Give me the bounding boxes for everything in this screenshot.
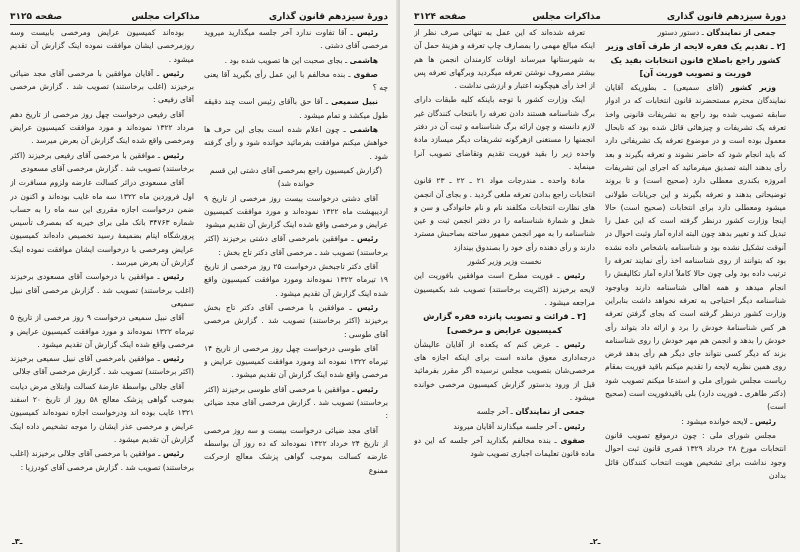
paragraph bbox=[204, 26, 388, 53]
paragraph bbox=[10, 447, 194, 474]
paragraph-text: آقای مجد ضیائی درخواست بیست و سه روز مرخصی از تاریخ ۲۴ خرداد ۱۳۲۲ نموده‌اند که ده روز آن بواسطه عارضه کسالت بموجب گواهی پزشک معالج ازحرکت ممنوع bbox=[204, 425, 388, 475]
paragraph-text: بوده‌اند کمیسیون عرایض ومرخصی بابیست وسه روزمرخصی ایشان موافقت نموده اینک گزارش آن تقدیم میشود . bbox=[10, 28, 194, 64]
paragraph-text: اینک وزارت کشور با توجه باینکه کلیه طبقات دارای برگ شناسنامه هستند دادن تعرفه را بانتخاب کنندگان غیر لازم دانسته و چون ارائه برگ شناسنامه و ثبت آن در دفتر انجمنها را مستغنی ازهرگونه تشریفات دیگر میسازد مادهٔ واحده زیر را بقید فوریت تقدیم وتقاضای تصویب آنرا مینماید . bbox=[414, 95, 595, 171]
section-heading bbox=[414, 310, 595, 337]
paragraph-text: ـ آقا تفاوت ندارد آخر جلسه میگذارید میروید مرخصی آقای دشتی . bbox=[204, 28, 388, 51]
paragraph-text: (آقای سمیعی) ـ بطوریکه آقایان نمایندگان محترم مستحضرند قانون انتخابات که در ادوار سابقه تصویب شده بود راجع به تشریفات قانونی واخذ تعرفه یک تشریفات و چیزهائی قائل شده بود که تابحال معمول بوده است و در موضوع تعرفه یک تشریفاتی دارد که باید انجام شود که حاضر نشوند و تعرفه بگیرند و بعد رأی بدهند البته تصدیق میفرمائید که اجرای این تشریفات امروزه بکندری معطلی دارد (صحیح است) و تا بروند توضیحاتی بدهند و تعرفه بگیرند و این جریانات طولانی میشود ومعطلی دارد برای انتخابات (صحیح است) حالا اینجا وزارت کشور درنظر گرفته است که این عمل را تبدیل کند و تغییر بدهد چون البته اداره آمار وثبت احوال در آنوقت تشکیل نشده بود و شناسنامه باشخاص داده نشده بود که بتوانند از روی شناسنامه اخذ رأی نمایند تعرفه را ترتیب داده بود ولی چون حالا کاملاً اداره آمار تکالیفش را انجام میدهد و همه اهالی شناسنامه دارند وباوجود شناسنامه دیگر احتیاجی به تعرفه نخواهد داشت بنابراین وزارت کشور درنظر گرفته است که بجای گرفتن تعرفه هر کس شناسنامهٔ خودش را برد و ارائه داد بتواند رأی خودش را بدهد و انجمن هم مهر خودش را روی شناسنامه بزند که دیگر کسی نتواند جای دیگر هم رأی بدهد فرض روی همین نظریه لایحه را تقدیم میکنم باقید فوریت بمقام ریاست مجلس شورای ملی و استدعا میکنم تصویب شود (دکتر طاهری ـ فوریت دارد) بلی باقیدفوریت است (صحیح است) bbox=[605, 83, 786, 412]
speaker-name: رئیس bbox=[162, 272, 184, 282]
speaker-name: هاشمی bbox=[349, 55, 378, 65]
signature-line bbox=[414, 255, 595, 268]
paragraph-text: ـ موافقین با مرخصی آقای جلالی برخیزند (اغلب برخاستند) تصویب شد . گزارش مرخصی آقای کودرزیا : bbox=[10, 449, 194, 472]
speaker-name: رئیس bbox=[563, 421, 585, 431]
speaker-name: رئیس bbox=[356, 28, 379, 37]
speaker-name: رئیس bbox=[356, 384, 378, 394]
paragraph bbox=[10, 108, 194, 148]
paragraph bbox=[10, 67, 194, 107]
paragraph bbox=[605, 81, 786, 413]
paragraph bbox=[10, 380, 194, 446]
paragraph-text: ـ چون اعلام شده است بجای این حرف ها خواهش میکنم موافقت بفرمائید خوانده شود و رأی گرفته شود . bbox=[204, 125, 388, 161]
paragraph bbox=[414, 26, 595, 92]
paragraph bbox=[414, 434, 595, 461]
speaker-name: رئیس bbox=[162, 68, 184, 78]
paragraph-text: ـ موافقین با مرخصی آقای رفیعی برخیزند (اکثر برخاستند) تصویب شد . گزارش مرخصی آقای مسعودی bbox=[10, 150, 194, 173]
session-label: دورهٔ سیزدهم قانون گذاری bbox=[268, 12, 388, 22]
section-heading bbox=[605, 40, 786, 80]
paragraph-text: آقای جلالی بواسطهٔ عارضهٔ کسالت وابتلای مرض دیابت بموجب گواهی پزشک معالج ۵۸ روز از تاریخ ۲۰ اسفند ۱۳۲۱ غایب بوده اند ودرخواست اجازه نموده‌اند کمیسیون عرایض و مرخصی عذر ایشان را موجه تشخیص داده اینک گزارش آن تقدیم میشود . bbox=[10, 381, 194, 444]
paragraph-text: [۳ ـ قرائت و تصویب پانزده فقره گزارش کمیسیون عرایض و مرخصی] bbox=[423, 311, 586, 335]
paragraph-text: ـ موافقین با مرخصی آقای طوسی برخیزند (اکثر برخاستند) تصویب شد . گزارش مرخصی آقای مجد ضیائی : bbox=[204, 384, 388, 421]
paragraph-text: مجلس شورای ملی : چون درموقع تصویب قانون انتخابات مورخ ۲۸ خرداد ۱۳۲۹ قمری قانون ثبت احوال وجود نداشت برای تشخیص هویت انتخاب کنندگان قائل بدادن bbox=[605, 430, 786, 480]
paragraph bbox=[204, 54, 388, 67]
paragraph bbox=[204, 192, 388, 232]
paragraph-text: ـ آقا حق باآقای رئیس است چند دقیقه طول میکشد و تمام میشود . bbox=[204, 97, 388, 120]
paragraph-text: ـ بنده مخالفم بگذارید آخر جلسه که این دو ماده قانون تعلیمات اجباری تصویب شود bbox=[414, 435, 595, 459]
speaker-name: رئیس bbox=[356, 302, 379, 312]
paragraph-text: تعرفه شده‌اند که این عمل به تنهائی صرف نظر از اینکه مبالغ مهمی را بمصارف چاپ تعرفه و هزینهٔ حمل آن به شهرستانها میرساند اوقات کارمندان انجمن ها هم بیشتر مصروف نوشتن تعرفه میگردید وبرگهای تعرفه پس از اخذ رأی هیچگونه اعتبار و ارزشی نداشت . bbox=[414, 28, 595, 91]
right-page bbox=[400, 0, 800, 552]
paragraph bbox=[204, 95, 388, 122]
speaker-name: صفوی bbox=[560, 435, 585, 445]
paragraph bbox=[204, 301, 388, 341]
page-number: صفحه ۳۱۲۵ bbox=[10, 12, 63, 22]
paragraph bbox=[10, 352, 194, 379]
paragraph-text: ـ لایحه خوانده میشود : bbox=[681, 416, 753, 426]
paragraph-text: آقای طوسی درخواست چهل روز مرخصی از تاریخ ۱۴ تیرماه ۱۳۲۲ نموده اند ومورد موافقت کمیسیون عرایض و مرخصی واقع شده اینک گزارش آن تقدیم میشود . bbox=[204, 343, 388, 380]
paragraph bbox=[414, 420, 595, 433]
left-page-column-right bbox=[204, 26, 388, 532]
paragraph bbox=[10, 149, 194, 176]
paragraph bbox=[204, 68, 388, 95]
page-number: صفحه ۳۱۲۴ bbox=[414, 12, 467, 22]
paragraph bbox=[414, 269, 595, 309]
left-page-header bbox=[10, 6, 388, 25]
paragraph-text: آقای رفیعی درخواست چهل روز مرخصی از تاریخ دهم مرداد ۱۳۲۲ نموده‌اند و مورد موافقت کمیسیون عرایض ومرخصی واقع شده اینک گزارش آن بعرض میرسد . bbox=[10, 109, 194, 146]
paragraph bbox=[414, 93, 595, 173]
paragraph bbox=[10, 176, 194, 269]
paragraph-text: ـ بنده مخالفم با این عمل رأی بگیرید آقا یعنی چه ؟ bbox=[204, 69, 388, 93]
speaker-name: نبیل سمیعی bbox=[331, 97, 378, 107]
paragraph-text: نخست وزیر وزیر کشور bbox=[467, 257, 542, 267]
paragraph-text: مادهٔ واحده ـ مندرجات مواد ۲۱ ـ ۲۲ ـ ۲۳ قانون انتخابات راجع بدادن تعرفه ملغی گردید . و بجای آن انجمن های نظارت انتخابات مکلفند نام و نام خانوادگی و سن و شغل و شمارهٔ شناسنامه را در دفتر انجمن ثبت و عین شناسنامه را به مهر انجمن ممهور ساخته بصاحبش مسترد دارند و رأی دهنده رأی خود را بصندوق بیندازد bbox=[414, 176, 595, 252]
paragraph-text: آقای دکتر تاجبخش درخواست ۲۵ روز مرخصی از تاریخ ۱۹ تیرماه ۱۳۲۲ نموده‌اند ومورد موافقت کمیسیون واقع شده اینک گزارش آن تقدیم میشود . bbox=[204, 262, 388, 298]
paragraph bbox=[10, 311, 194, 351]
paragraph-text: آقای مسعودی دراثر کسالت عارضه ولزوم مسافرت از اول فروردین ماه ۱۳۲۲ سه ماه غایب بوده‌اند و اکنون در ضمن درخواست اجازه مقرری این سه ماه را به حساب شماره ۳۴۷۶۳ بانک ملی برای خیریه که بمصرف تأسیس پرورشگاه ایتام بضمیمهٔ رسید تخصیص داده‌اند کمیسیون عرایض ومرخصی با درخواست ایشان موافقت نموده اینک گزارش آن بعرض میرسد . bbox=[10, 178, 194, 268]
speaker-name: جمعی از نمایندگان bbox=[515, 407, 585, 417]
paragraph-text: [۲ ـ تقدیم یک فقره لایحه از طرف آقای وزیر کشور راجع باصلاح قانون انتخابات بقید یک فوریت و تصویب فوریت آن] bbox=[605, 41, 786, 78]
paragraph-text: ـ موافقین با مرخصی آقای دکتر تاج بخش برخیزند (اکثر برخاستند) تصویب شد . گزارش مرخصی آقای طوسی : bbox=[204, 302, 388, 339]
paragraph-text: آقای دشتی درخواست بیست روز مرخصی از تاریخ ۹ اردیبهشت ماه ۱۳۲۲ نموده‌اند و مورد موافقت کمیسیون عرایض و مرخصی واقع شده اینک گزارش آن تقدیم میشود bbox=[204, 193, 388, 230]
paragraph bbox=[204, 260, 388, 300]
journal-title: مذاکرات مجلس bbox=[532, 12, 601, 22]
paragraph-text: آقای نبیل سمیعی درخواست ۹ روز مرخصی از تاریخ ۵ تیرماه ۱۳۲۲ نموده‌اند و مورد موافقت کمیسیون عرایض و مرخصی واقع شده اینک گزارش آن تقدیم میشود . bbox=[10, 313, 194, 349]
speaker-name: رئیس bbox=[563, 271, 585, 281]
journal-title: مذاکرات مجلس bbox=[131, 12, 200, 22]
paragraph bbox=[10, 270, 194, 310]
paragraph bbox=[414, 338, 595, 404]
right-page-column-right bbox=[605, 26, 786, 532]
paragraph-text: ـ موافقین با درخواست آقای مسعودی برخیزند (اغلب برخاستند) تصویب شد . گزارش مرخصی آقای نبیل سمیعی bbox=[10, 272, 194, 308]
speaker-name: رئیس bbox=[162, 354, 184, 364]
paragraph-text: ـ آخر جلسه میگذارند آقایان میروند bbox=[453, 421, 562, 431]
speaker-name: جمعی از نمایندگان bbox=[706, 28, 776, 37]
paragraph bbox=[605, 26, 786, 39]
left-page-column-left bbox=[10, 26, 194, 532]
paragraph bbox=[605, 415, 786, 428]
paragraph bbox=[204, 424, 388, 477]
paragraph bbox=[204, 383, 388, 423]
paragraph bbox=[414, 405, 595, 418]
paragraph-text: ـ موافقین بامرخصی آقای دشتی برخیزند (اکثر برخاستند) تصویب شد ـ مرخصی آقای دکتر تاج بخش : bbox=[204, 234, 388, 257]
speaker-name: رئیس bbox=[754, 416, 776, 426]
session-label: دورهٔ سیزدهم قانون گذاری bbox=[666, 12, 786, 22]
speaker-name: رئیس bbox=[162, 449, 184, 459]
page-footer-marker: ـ۳ـ bbox=[12, 537, 23, 546]
speaker-name: وزیر کشور bbox=[730, 83, 776, 93]
paragraph-text: ـ موافقین بامرخصی آقای نبیل سمیعی برخیزند (اکثر برخاستند) تصویب شد . گزارش مرخصی آقای جلالی bbox=[10, 354, 194, 377]
speaker-name: رئیس bbox=[356, 234, 378, 244]
speaker-name: رئیس bbox=[563, 339, 585, 349]
paragraph bbox=[414, 174, 595, 254]
right-page-header bbox=[414, 6, 786, 25]
paragraph bbox=[204, 123, 388, 163]
paragraph-text: ـ فوریت مطرح است موافقین بافوریت این لایحه برخیزند (اکثریت برخاستند) تصویب شد بکمیسیون مراجعه میشود . bbox=[414, 271, 595, 307]
paragraph bbox=[605, 429, 786, 482]
paragraph-text: ـ بجای صحبت این ها تصویب شده بود . bbox=[224, 55, 348, 65]
paragraph bbox=[204, 342, 388, 382]
speaker-name: هاشمی bbox=[349, 125, 378, 135]
paragraph-text: ـ آخر جلسه bbox=[476, 407, 513, 417]
page-footer-marker: ـ۲ـ bbox=[590, 537, 601, 546]
paragraph bbox=[204, 232, 388, 259]
centered-note bbox=[204, 164, 388, 191]
speaker-name: رئیس bbox=[162, 150, 184, 160]
paragraph-text: ـ دستور دستور bbox=[657, 28, 704, 37]
paragraph-text: (گزارش کمیسیون راجع بمرخصی آقای دشتی این قسم خوانده شد) bbox=[209, 165, 383, 189]
paragraph bbox=[10, 26, 194, 66]
paragraph-text: ـ آقایان موافقین با مرخصی آقای مجد ضیائی برخیزند (اغلب برخاستند) تصویب شد . گزارش مرخصی آقای رفیعی : bbox=[10, 68, 194, 105]
paragraph-text: ـ عرض کنم که یکعده از آقایان عالیشأن درجه‌اداری معوق مانده است برای اینکه اجازه های مرخصی‌شان بتصویب مجلس نرسیده اگر مقرر بفرمائید قبل از ورود بدستور گزارش کمیسیون مرخصی خوانده میشود . bbox=[414, 339, 595, 403]
speaker-name: صفوی bbox=[353, 69, 378, 79]
right-page-column-left bbox=[414, 26, 595, 532]
